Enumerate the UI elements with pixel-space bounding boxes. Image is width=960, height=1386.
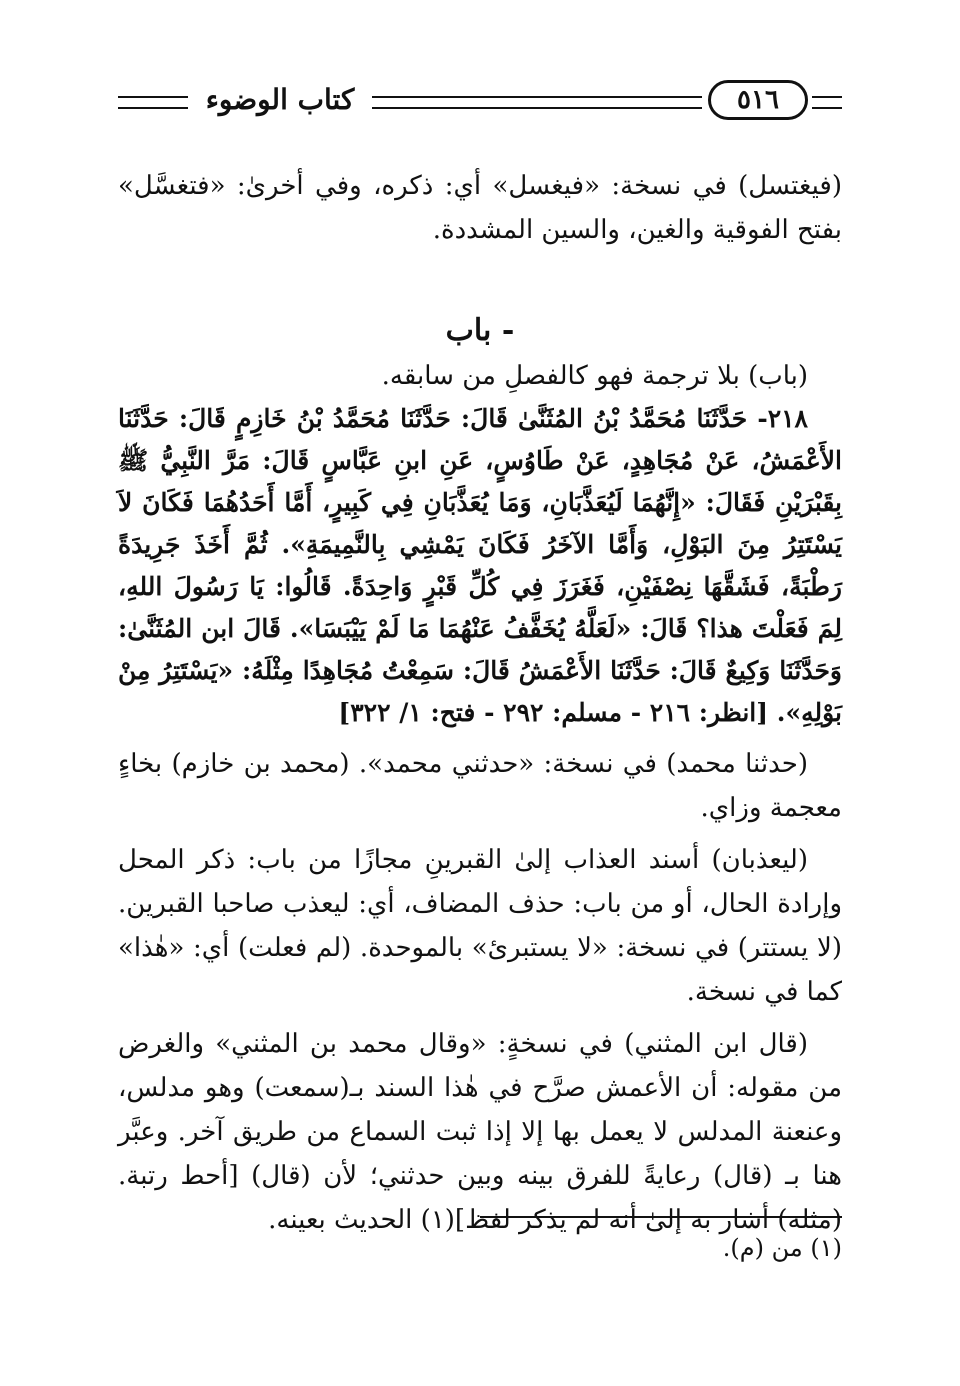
commentary-paragraph-2: (باب) بلا ترجمة فهو كالفصلِ من سابقه. [381,361,808,391]
commentary-paragraph-5: (قال ابن المثني) في نسخةٍ: «وقال محمد بن المثني» والغرض من مقوله: أن الأعمش صرَّح في هٰذا السند بـ(سمعت) وهو مدلس، وعنعنة المدلس لا يعمل بها إلا إذا ثبت السماع من طريق آخر. وعبَّر هنا بـ (قال) رعايةً للفرق بينه وبين حدثني؛ لأن (قال) [أحط رتبة. (مثله) أشار به إلىٰ أنه لم يذكر لفظ](١) الحديث بعينه. [118,1029,842,1235]
footnote-separator [480,1216,842,1218]
commentary-paragraph-4: (ليعذبان) أسند العذاب إلىٰ القبرينِ مجازًا من باب: ذكر المحل وإرادة الحال، أو من باب: حذف المضاف، أي: ليعذب صاحبا القبرين. (لا يستتر) في نسخة: «لا يستبرئ» بالموحدة. (لم فعلت) أي: «هٰذا» كما في نسخة. [118,845,842,1007]
footnote: (١) من (م). [722,1234,842,1262]
running-header-title: كتاب الوضوء [205,83,355,116]
chapter-title: - باب [445,313,515,348]
header-rule-left [118,96,188,109]
page-header [118,80,842,136]
page-body [118,164,842,1242]
header-rule-middle [372,96,702,109]
hadith-text: ٢١٨- حَدَّثَنَا مُحَمَّدُ بْنُ المُثَنَّىٰ قَالَ: حَدَّثَنَا مُحَمَّدُ بْنُ خَازِمٍ قَالَ: حَدَّثَنَا الأَعْمَشُ، عَنْ مُجَاهِدٍ، عَنْ طَاوُسٍ، عَنِ ابنِ عَبَّاسٍ قَالَ: مَرَّ النَّبِيُّ ﷺ بِقَبْرَيْنِ فَقَالَ: «إِنَّهُمَا لَيُعَذَّبَانِ، وَمَا يُعَذَّبَانِ فِي كَبِيرٍ، أَمَّا أَحَدُهُمَا فَكَانَ لاَ يَسْتَتِرُ مِنَ البَوْلِ، وَأَمَّا الآخَرُ فَكَانَ يَمْشِي بِالنَّمِيمَةِ». ثُمَّ أَخَذَ جَرِيدَةً رَطْبَةً، فَشَقَّهَا نِصْفَيْنِ، فَغَرَزَ فِي كُلِّ قَبْرٍ وَاحِدَةً. قَالُوا: يَا رَسُولَ اللهِ، لِمَ فَعَلْتَ هذا؟ قَالَ: «لَعَلَّهُ يُخَفَّفُ عَنْهُمَا مَا لَمْ يَيْبَسَا». قَالَ ابن المُثَنَّىٰ: وَحَدَّثَنَا وَكِيعٌ قَالَ: حَدَّثَنَا الأَعْمَشُ قَالَ: سَمِعْتُ مُجَاهِدًا مِثْلَهُ: «يَسْتَتِرُ مِنْ بَوْلِهِ». [انظر: ٢١٦ - مسلم: ٢٩٢ - فتح: ١/ ٣٢٢] [118,404,842,727]
header-rule-right [812,96,842,109]
commentary-paragraph-1: (فيغتسل) في نسخة: «فيغسل» أي: ذكره، وفي أخرىٰ: «فتغسَّل» بفتح الفوقية والغين، والسين المشددة. [118,171,842,245]
page-number: ٥١٦ [708,80,808,120]
commentary-paragraph-3: (حدثنا محمد) في نسخة: «حدثني محمد». (محمد بن خازم) بخاءٍ معجمة وزاي. [118,749,842,823]
